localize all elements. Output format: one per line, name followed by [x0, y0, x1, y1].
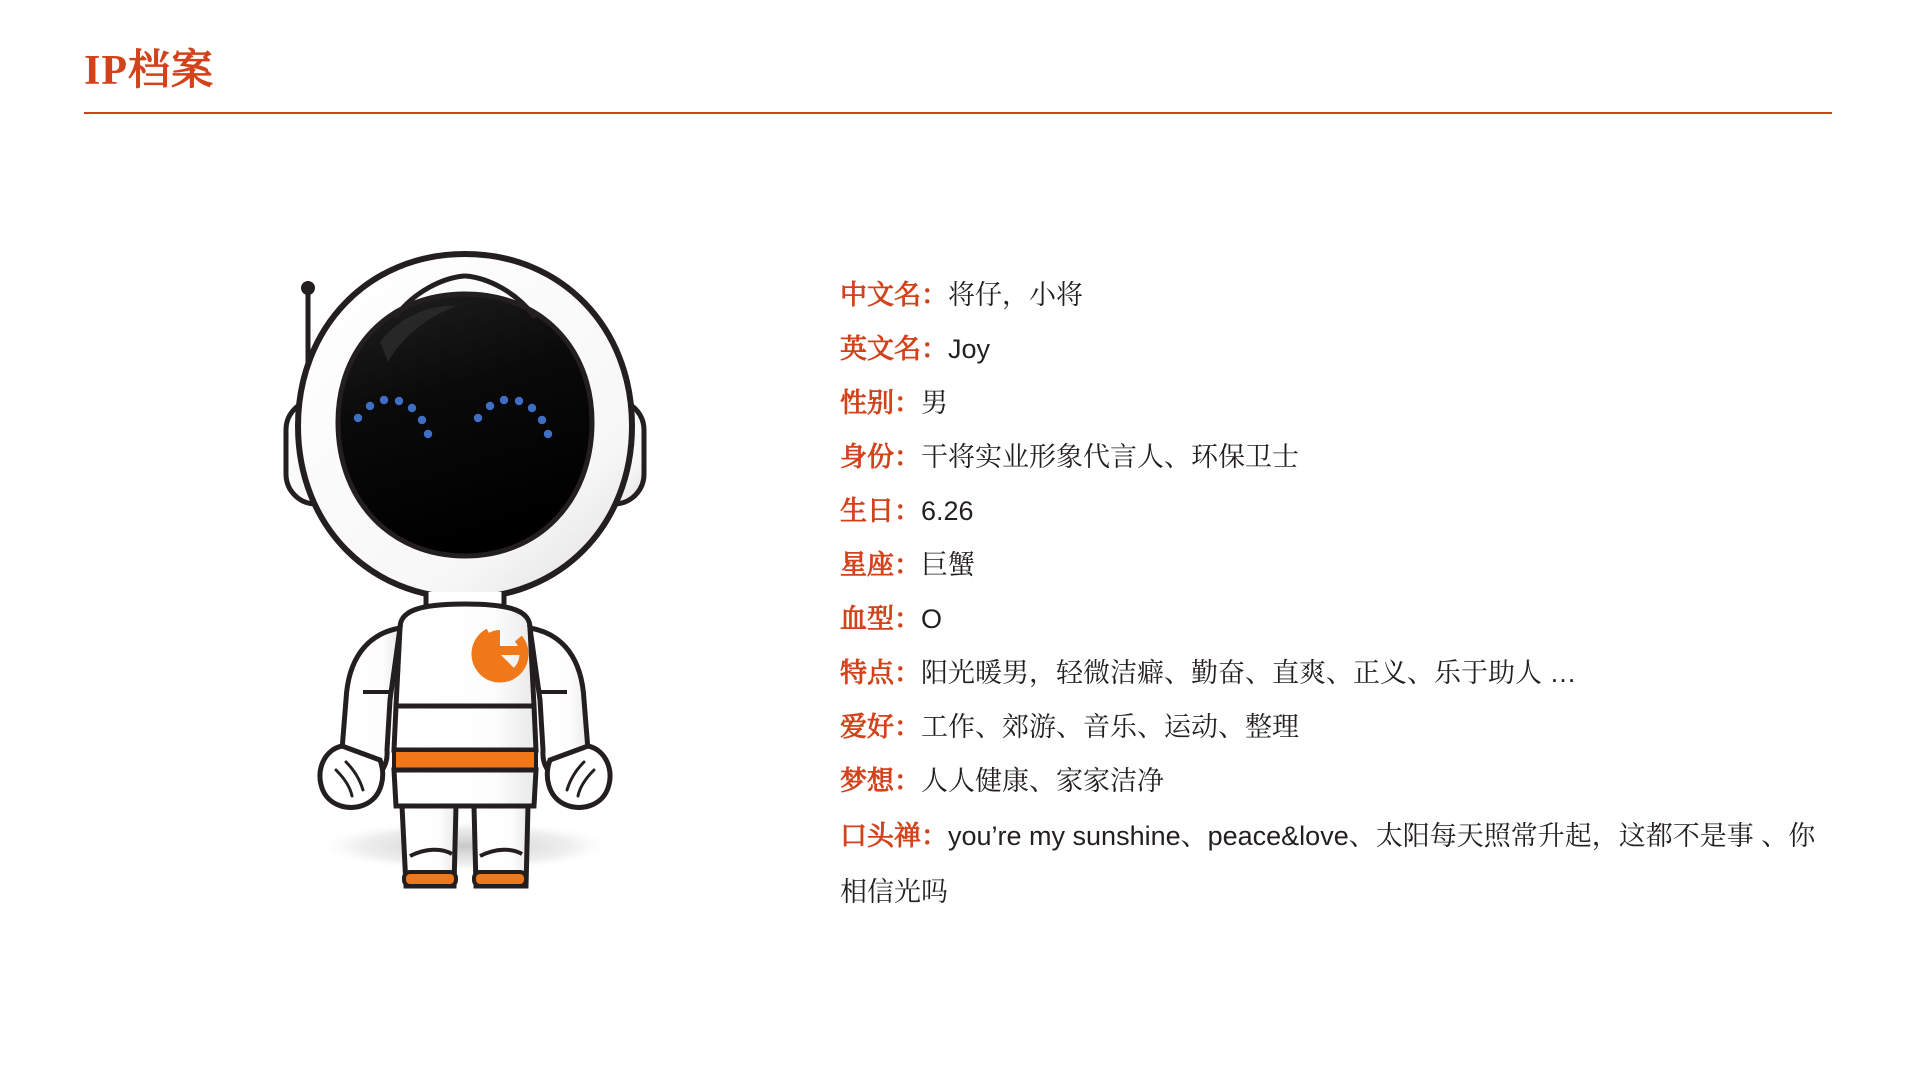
page-title: IP档案	[84, 48, 215, 94]
profile-row	[840, 808, 1840, 920]
profile-row	[840, 646, 1840, 700]
profile-value: 将仔，小将	[948, 280, 1083, 310]
boot-stripe-right	[474, 872, 526, 886]
profile-label: 中文名：	[840, 280, 948, 310]
profile-row	[840, 430, 1840, 484]
profile-value: 巨蟹	[921, 550, 975, 580]
helmet-visor	[338, 294, 592, 556]
profile-value: you’re my sunshine、peace&love、太阳每天照常升起，这都不是事 、你相信光吗	[840, 821, 1816, 907]
mascot-hand-right	[547, 746, 610, 807]
mascot-torso-lower	[394, 706, 536, 750]
profile-label: 血型：	[840, 604, 921, 634]
profile-value: 男	[921, 388, 948, 418]
profile-label: 性别：	[840, 388, 921, 418]
mascot-hips	[394, 770, 536, 806]
title-divider	[84, 112, 1832, 114]
profile-label: 口头禅：	[840, 821, 948, 851]
profile-row	[840, 754, 1840, 808]
profile-label: 特点：	[840, 658, 921, 688]
mascot-illustration	[250, 230, 680, 890]
profile-value: 人人健康、家家洁净	[921, 766, 1164, 796]
profile-row	[840, 700, 1840, 754]
profile-row	[840, 538, 1840, 592]
profile-value: 阳光暖男，轻微洁癖、勤奋、直爽、正义、乐于助人 …	[921, 658, 1577, 688]
profile-row	[840, 484, 1840, 538]
profile-value: 6.26	[921, 496, 974, 526]
ip-profile-list	[840, 268, 1840, 920]
profile-label: 爱好：	[840, 712, 921, 742]
profile-value: 工作、郊游、音乐、运动、整理	[921, 712, 1299, 742]
profile-label: 梦想：	[840, 766, 921, 796]
page-header	[84, 48, 1832, 114]
profile-value: Joy	[948, 334, 991, 364]
mascot-hand-left	[320, 746, 383, 807]
profile-value: 干将实业形象代言人、环保卫士	[921, 442, 1299, 472]
profile-label: 英文名：	[840, 334, 948, 364]
mascot-belt	[394, 750, 536, 770]
astronaut-mascot-graphic	[250, 230, 680, 890]
profile-row	[840, 268, 1840, 322]
profile-label: 星座：	[840, 550, 921, 580]
boot-stripe-left	[404, 872, 456, 886]
profile-row	[840, 376, 1840, 430]
profile-label: 生日：	[840, 496, 921, 526]
mascot-shadow	[315, 820, 615, 872]
profile-label: 身份：	[840, 442, 921, 472]
profile-row	[840, 322, 1840, 376]
profile-value: O	[921, 604, 943, 634]
profile-row	[840, 592, 1840, 646]
antenna-tip-icon	[301, 281, 315, 295]
